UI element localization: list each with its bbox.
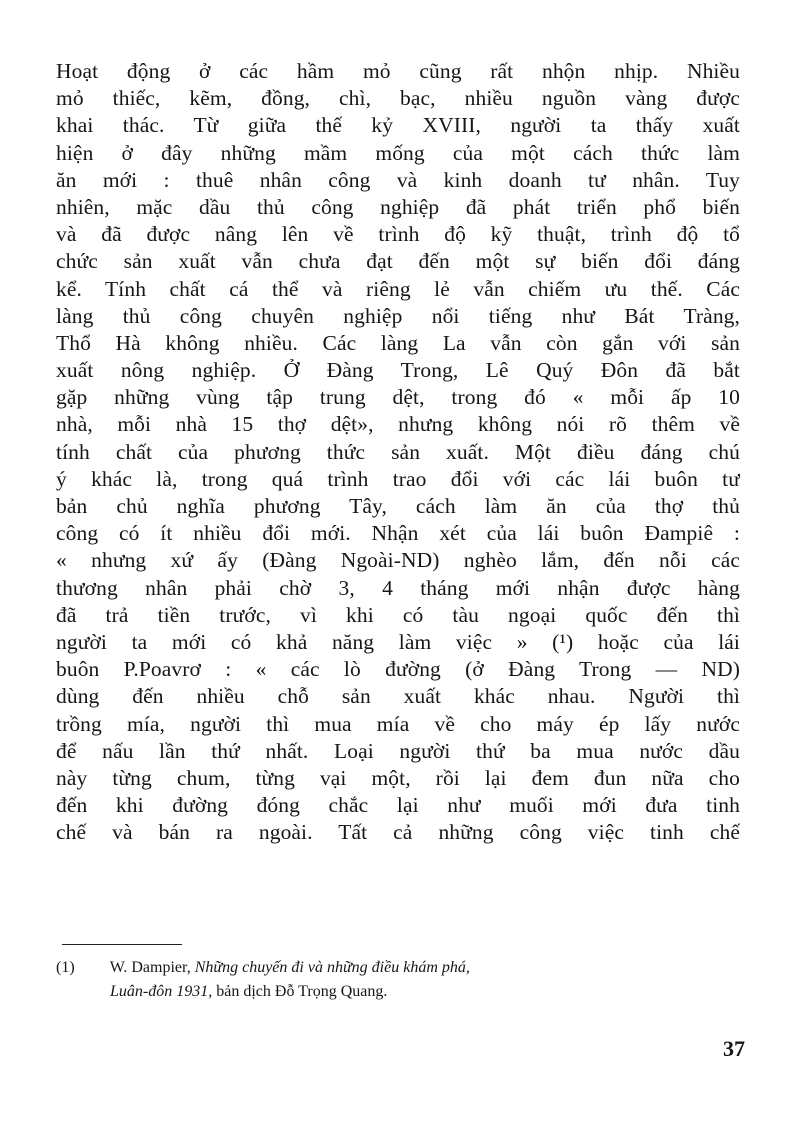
footnote-line-2 (56, 980, 746, 1004)
footnote-separator (62, 944, 182, 945)
body-line: chức sản xuất vẫn chưa đạt đến một sự biến đổi đáng (56, 249, 740, 274)
body-line: trồng mía, người thì mua mía về cho máy ép lấy nước (56, 711, 740, 736)
body-line: và đã được nâng lên về trình độ kỹ thuật, trình độ tổ (56, 222, 740, 247)
body-line: thương nhân phải chờ 3, 4 tháng mới nhận được hàng (56, 575, 740, 600)
body-line: này từng chum, từng vại một, rồi lại đem đun nữa cho (56, 765, 740, 790)
body-line: nhà, mỗi nhà 15 thợ dệt», nhưng không nói rõ thêm về (56, 412, 740, 437)
body-line: nhiên, mặc dầu thủ công nghiệp đã phát triển phổ biến (56, 194, 740, 219)
body-line: bản chủ nghĩa phương Tây, cách làm ăn của thợ thủ (56, 494, 740, 518)
body-line: kể. Tính chất cá thể và riêng lẻ vẫn chiếm ưu thế. Các (56, 276, 740, 301)
page-number: 37 (723, 1036, 745, 1061)
body-line: buôn P.Poavrơ : « các lò đường (ở Đàng Trong — ND) (56, 657, 740, 682)
footnote-title: Những chuyến đi và những điều khám phá, (194, 959, 470, 976)
body-line: gặp những vùng tập trung dệt, trong đó « mỗi ấp 10 (56, 385, 740, 410)
body-line: đến khi đường đóng chắc lại như muối mới đưa tinh (56, 793, 740, 818)
body-line: để nấu lần thứ nhất. Loại người thứ ba mua nước dầu (56, 738, 740, 763)
footnote-marker: (1) (56, 959, 75, 976)
body-line: làng thủ công chuyên nghiệp nổi tiếng như Bát Tràng, (56, 303, 740, 328)
body-line: ăn mới : thuê nhân công và kinh doanh tư nhân. Tuy (56, 167, 740, 192)
footnote-translation: bản dịch Đỗ Trọng Quang. (216, 983, 388, 1000)
body-text (56, 58, 740, 846)
body-line: tính chất của phương thức sản xuất. Một điều đáng chú (56, 439, 740, 464)
body-line: ý khác là, trong quá trình trao đổi với các lái buôn tư (56, 466, 740, 491)
body-line: Hoạt động ở các hầm mỏ cũng rất nhộn nhịp. Nhiều (56, 59, 740, 83)
body-line: chế và bán ra ngoài. Tất cả những công việc tinh chế (56, 820, 740, 845)
body-line: đã trả tiền trước, vì khi có tàu ngoại quốc đến thì (56, 602, 740, 627)
body-line: người ta mới có khả năng làm việc » (¹) hoặc của lái (56, 629, 740, 654)
body-line: Thổ Hà không nhiều. Các làng La vẫn còn gắn với sản (56, 330, 740, 355)
body-line: khai thác. Từ giữa thế kỷ XVIII, người ta thấy xuất (56, 113, 740, 138)
body-line: công có ít nhiều đổi mới. Nhận xét của lái buôn Đampiê : (56, 521, 740, 546)
body-line: xuất nông nghiệp. Ở Đàng Trong, Lê Quý Đôn đã bắt (56, 358, 740, 383)
footnote-author: W. Dampier, (109, 959, 191, 976)
body-line: dùng đến nhiều chỗ sản xuất khác nhau. Người thì (56, 684, 740, 709)
footnote-place-year: Luân-đôn 1931, (110, 983, 213, 1000)
footnote-line-1 (56, 956, 746, 980)
body-line: mỏ thiếc, kẽm, đồng, chì, bạc, nhiều nguồn vàng được (56, 86, 740, 111)
body-line: « nhưng xứ ấy (Đàng Ngoài-ND) nghèo lắm, đến nỗi các (56, 548, 740, 573)
footnote (56, 956, 746, 1004)
body-line: hiện ở đây những mầm mống của một cách thức làm (56, 140, 740, 165)
